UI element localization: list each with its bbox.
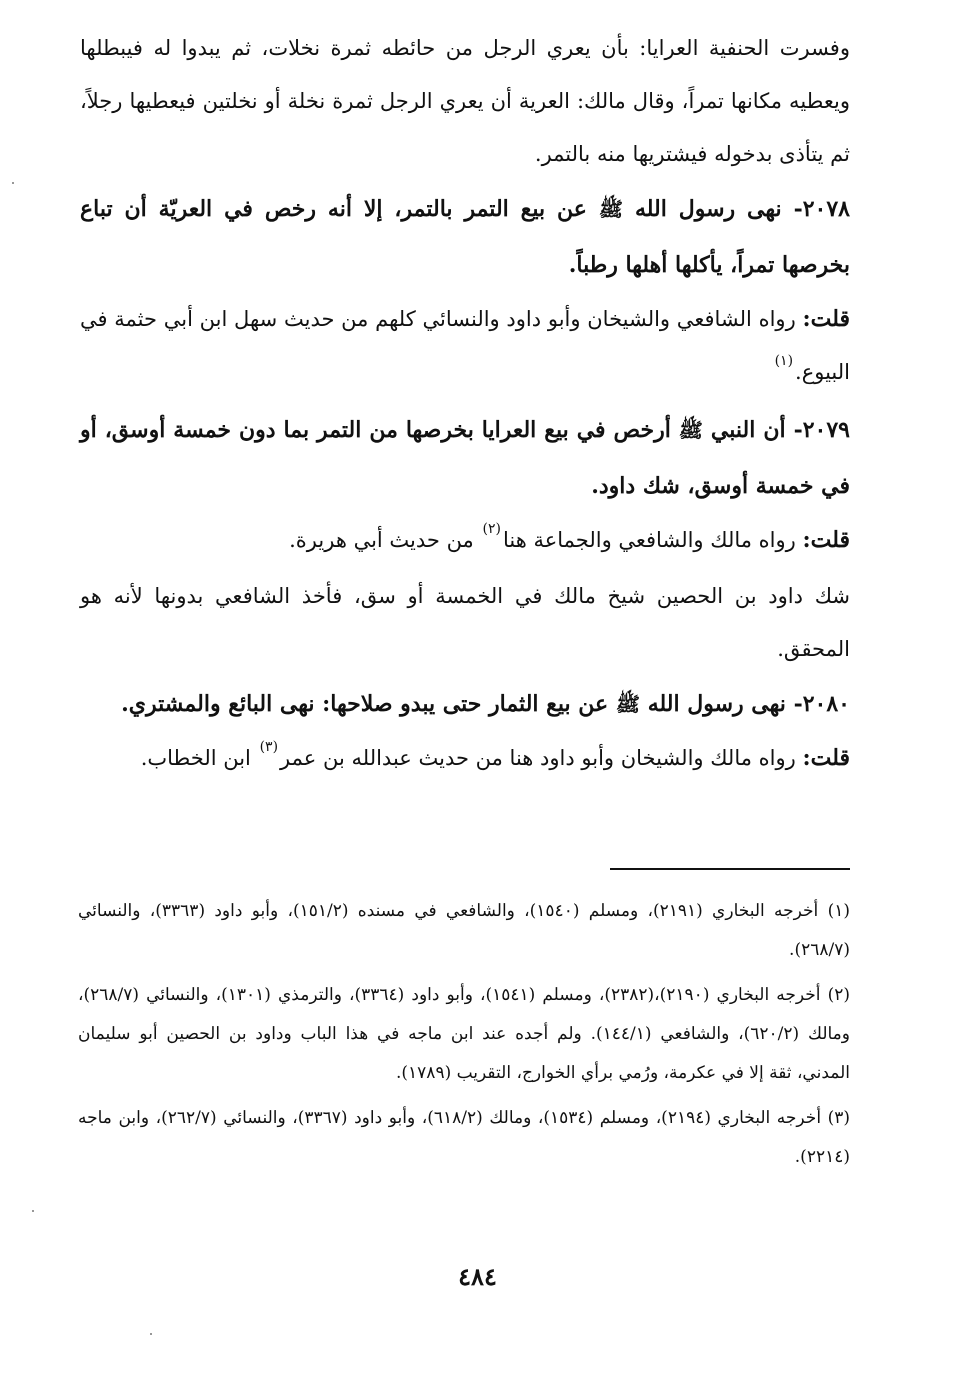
footnote-ref: (٣) — [259, 739, 279, 755]
hadith-text: أن النبي — [710, 417, 786, 443]
commentary-text: رواه مالك والشيخان وأبو داود هنا من حديث عبدالله بن عمر — [280, 746, 796, 770]
footnotes-section — [78, 892, 850, 1183]
scan-speck — [150, 1333, 152, 1335]
commentary-2079 — [80, 514, 850, 570]
salutation-symbol: ﷺ — [598, 197, 624, 221]
qult-label: قلت: — [802, 527, 850, 553]
hadith-text: عن بيع الثمار حتى يبدو صلاحها: نهى البائع والمشتري. — [121, 691, 609, 717]
hadith-2079 — [80, 402, 850, 514]
intro-paragraph: وفسرت الحنفية العرايا: بأن يعري الرجل من حائطه ثمرة نخلات، ثم يبدوا له فيبطلها ويعطيه مكانها تمراً، وقال مالك: العرية أن يعري الرجل ثمرة نخلة أو نخلتين فيعطيها رجلاً، ثم يتأذى بدخوله فيشتريها منه بالتمر. — [80, 36, 850, 166]
commentary-text: رواه الشافعي والشيخان وأبو داود والنسائي كلهم من حديث سهل ابن أبي حثمة في البيوع. — [80, 307, 850, 384]
page-body — [80, 22, 850, 788]
commentary-text: رواه مالك والشافعي والجماعة هنا — [502, 528, 796, 552]
commentary-text: ابن الخطاب. — [140, 746, 251, 770]
footnote-ref: (١) — [774, 353, 794, 369]
hadith-text: نهى رسول الله — [634, 196, 782, 222]
shakk-paragraph: شك داود بن الحصين شيخ مالك في الخمسة أو سق، فأخذ الشافعي بدونها لأنه هو المحقق. — [80, 584, 850, 661]
footnote-1: (١) أخرجه البخاري (٢١٩١)، ومسلم (١٥٤٠)، والشافعي في مسنده (١٥١/٢)، وأبو داود (٣٣٦٣)، والنسائي (٢٦٨/٧). — [78, 901, 850, 960]
hadith-text: أرخص في بيع العرايا بخرصها من التمر بما دون خمسة أوسق، أو في خمسة أوسق، شك داود. — [80, 417, 850, 499]
footnote-3: (٣) أخرجه البخاري (٢١٩٤)، ومسلم (١٥٣٤)، ومالك (٦١٨/٢)، وأبو داود (٣٣٦٧)، والنسائي (٢٦٢/٧)، وابن ماجه (٢٢١٤). — [78, 1108, 851, 1167]
hadith-number: ٢٠٨٠- — [793, 691, 850, 717]
qult-label: قلت: — [802, 306, 850, 332]
commentary-2080 — [80, 732, 850, 788]
salutation-symbol: ﷺ — [615, 692, 641, 716]
footnote-ref: (٢) — [482, 521, 501, 537]
salutation-symbol: ﷺ — [678, 418, 703, 442]
commentary-2078 — [80, 293, 850, 402]
hadith-text: عن بيع التمر بالتمر، إلا أنه رخص في العريّة أن تباع بخرصها تمراً، يأكلها أهلها رطباً. — [80, 196, 850, 278]
scan-speck — [32, 1210, 34, 1212]
hadith-2080 — [80, 676, 850, 732]
scan-speck — [12, 182, 14, 184]
hadith-number: ٢٠٧٨- — [793, 196, 850, 222]
hadith-text: نهى رسول الله — [647, 691, 786, 717]
commentary-text: من حديث أبي هريرة. — [289, 528, 474, 552]
page-number: ٤٨٤ — [458, 1262, 497, 1291]
qult-label: قلت: — [802, 745, 850, 771]
footnote-2: (٢) أخرجه البخاري (٢١٩٠)،(٢٣٨٢)، ومسلم (١٥٤١)، وأبو داود (٣٣٦٤)، والترمذي (١٣٠١)، والنسائي (٢٦٨/٧)، ومالك (٦٢٠/٢)، والشافعي (١٤٤/١). ولم أجده عند ابن ماجه في هذا الباب وداود بن الحصين أبو سليمان المدني، ثقة إلا في عكرمة، ورُمي برأي الخوارج، التقريب (١٧٨٩). — [78, 985, 850, 1083]
hadith-number: ٢٠٧٩- — [793, 417, 850, 443]
hadith-2078 — [80, 181, 850, 293]
footnote-separator — [610, 868, 850, 870]
